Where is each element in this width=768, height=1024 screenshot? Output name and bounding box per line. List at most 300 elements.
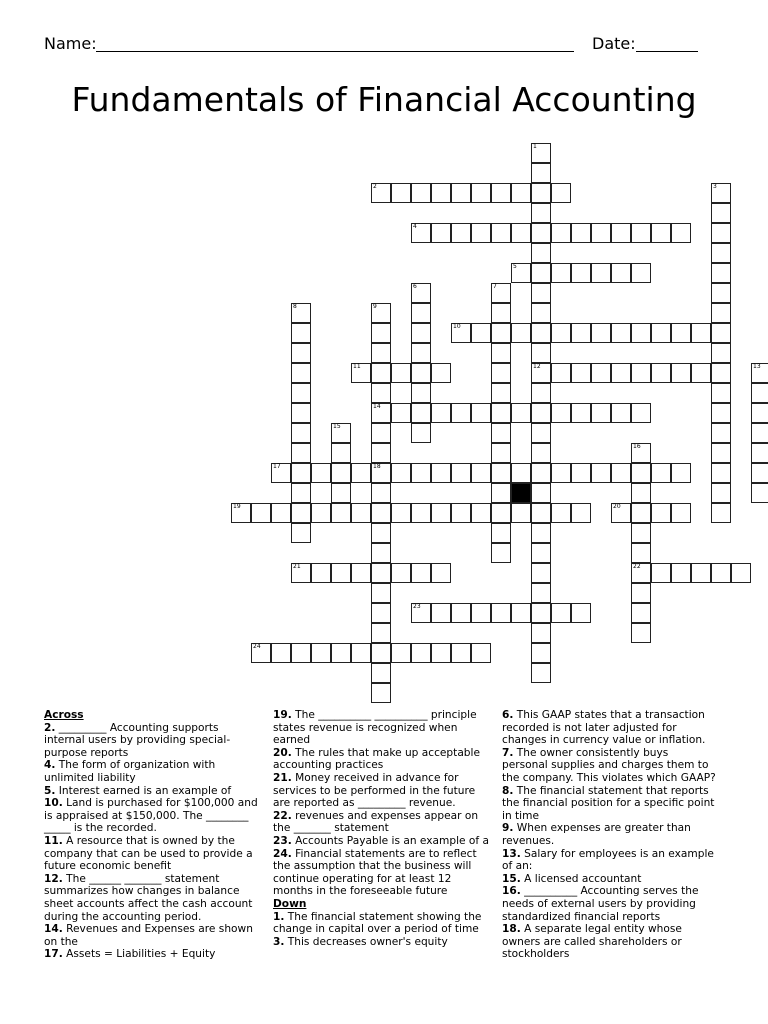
clue-number: 13.	[502, 847, 521, 860]
grid-cell[interactable]	[511, 503, 531, 523]
grid-cell[interactable]	[331, 463, 351, 483]
grid-cell[interactable]	[711, 463, 731, 483]
grid-cell[interactable]	[551, 263, 571, 283]
clue-number: 17	[273, 463, 281, 470]
grid-cell[interactable]	[711, 383, 731, 403]
grid-cell[interactable]	[471, 223, 491, 243]
grid-cell[interactable]	[471, 503, 491, 523]
clue-item	[273, 936, 491, 949]
grid-cell[interactable]	[291, 303, 311, 323]
grid-cell[interactable]	[371, 443, 391, 463]
grid-cell[interactable]	[491, 483, 511, 503]
grid-cell[interactable]	[411, 183, 431, 203]
grid-cell[interactable]	[691, 323, 711, 343]
grid-cell[interactable]	[531, 323, 551, 343]
grid-cell[interactable]	[311, 503, 331, 523]
grid-cell[interactable]	[711, 483, 731, 503]
grid-cell[interactable]	[411, 643, 431, 663]
grid-cell[interactable]	[531, 623, 551, 643]
grid-cell[interactable]	[651, 463, 671, 483]
clue-item	[273, 810, 491, 835]
grid-cell[interactable]	[671, 223, 691, 243]
grid-cell[interactable]	[531, 183, 551, 203]
grid-cell[interactable]	[631, 543, 651, 563]
grid-cell[interactable]	[451, 403, 471, 423]
grid-cell[interactable]	[331, 423, 351, 443]
grid-cell[interactable]	[251, 643, 271, 663]
grid-cell[interactable]	[511, 263, 531, 283]
grid-cell[interactable]	[331, 483, 351, 503]
grid-cell[interactable]	[531, 243, 551, 263]
grid-cell[interactable]	[531, 223, 551, 243]
grid-cell[interactable]	[471, 183, 491, 203]
grid-cell[interactable]	[531, 543, 551, 563]
grid-cell[interactable]	[371, 483, 391, 503]
grid-cell[interactable]	[431, 603, 451, 623]
grid-cell[interactable]	[571, 363, 591, 383]
grid-cell[interactable]	[411, 363, 431, 383]
grid-cell[interactable]	[691, 563, 711, 583]
grid-cell[interactable]	[311, 563, 331, 583]
grid-cell[interactable]	[291, 643, 311, 663]
grid-cell[interactable]	[531, 403, 551, 423]
grid-cell[interactable]	[511, 183, 531, 203]
clue-text: The ______ _______ statement summarizes how changes in balance sheet accounts affect the cash account during the accounting period.	[44, 872, 253, 923]
grid-cell[interactable]	[531, 263, 551, 283]
grid-cell[interactable]	[431, 403, 451, 423]
grid-cell[interactable]	[711, 243, 731, 263]
grid-cell[interactable]	[371, 683, 391, 703]
grid-cell[interactable]	[491, 343, 511, 363]
grid-cell[interactable]	[531, 643, 551, 663]
clue-number: 8.	[502, 784, 514, 797]
grid-cell[interactable]	[731, 563, 751, 583]
grid-cell[interactable]	[551, 463, 571, 483]
grid-cell[interactable]	[711, 183, 731, 203]
clue-number: 3	[713, 183, 717, 190]
grid-cell[interactable]	[291, 503, 311, 523]
clue-item	[44, 948, 258, 961]
grid-cell[interactable]	[511, 463, 531, 483]
grid-cell[interactable]	[571, 263, 591, 283]
grid-cell[interactable]	[571, 503, 591, 523]
grid-cell[interactable]	[491, 303, 511, 323]
grid-cell[interactable]	[611, 323, 631, 343]
grid-cell[interactable]	[271, 503, 291, 523]
clue-text: A licensed accountant	[520, 872, 642, 885]
grid-cell[interactable]	[631, 503, 651, 523]
grid-cell[interactable]	[371, 523, 391, 543]
grid-cell[interactable]	[631, 603, 651, 623]
grid-cell[interactable]	[491, 383, 511, 403]
clue-number: 4.	[44, 759, 56, 772]
grid-cell[interactable]	[711, 303, 731, 323]
grid-cell[interactable]	[491, 543, 511, 563]
grid-cell[interactable]	[411, 503, 431, 523]
clue-item	[502, 785, 716, 823]
grid-cell[interactable]	[291, 563, 311, 583]
grid-cell[interactable]	[591, 223, 611, 243]
grid-cell[interactable]	[691, 363, 711, 383]
grid-cell[interactable]	[371, 583, 391, 603]
clue-number: 2	[373, 183, 377, 190]
grid-cell[interactable]	[291, 403, 311, 423]
grid-cell[interactable]	[411, 323, 431, 343]
grid-cell[interactable]	[651, 563, 671, 583]
grid-cell[interactable]	[411, 423, 431, 443]
grid-cell[interactable]	[411, 283, 431, 303]
grid-cell[interactable]	[551, 183, 571, 203]
grid-cell[interactable]	[551, 503, 571, 523]
grid-cell[interactable]	[751, 403, 768, 423]
grid-cell[interactable]	[491, 403, 511, 423]
grid-cell[interactable]	[451, 183, 471, 203]
clue-number: 9	[373, 303, 377, 310]
grid-cell[interactable]	[551, 603, 571, 623]
grid-cell[interactable]	[531, 343, 551, 363]
grid-cell[interactable]	[491, 423, 511, 443]
grid-cell[interactable]	[671, 563, 691, 583]
clue-number: 11	[353, 363, 361, 370]
clue-text: __________ Accounting serves the needs of external users by providing standardized financial reports	[502, 885, 699, 923]
name-label: Name:	[44, 34, 97, 53]
grid-cell[interactable]	[291, 423, 311, 443]
grid-cell[interactable]	[671, 323, 691, 343]
grid-cell[interactable]	[291, 363, 311, 383]
clue-number: 12	[533, 363, 541, 370]
grid-cell[interactable]	[711, 323, 731, 343]
grid-cell[interactable]	[431, 183, 451, 203]
grid-cell[interactable]	[531, 143, 551, 163]
grid-cell[interactable]	[531, 423, 551, 443]
grid-cell[interactable]	[391, 363, 411, 383]
clue-text: Assets = Liabilities + Equity	[62, 948, 216, 961]
grid-cell[interactable]	[531, 163, 551, 183]
clue-number: 21.	[273, 771, 292, 784]
clue-number: 22	[633, 563, 641, 570]
grid-cell[interactable]	[331, 563, 351, 583]
grid-cell[interactable]	[371, 343, 391, 363]
grid-cell[interactable]	[491, 603, 511, 623]
clue-text: Salary for employees is an example of an:	[502, 847, 714, 873]
grid-cell[interactable]	[291, 463, 311, 483]
grid-cell[interactable]	[531, 563, 551, 583]
grid-cell[interactable]	[491, 523, 511, 543]
grid-cell[interactable]	[431, 463, 451, 483]
clue-item	[44, 923, 258, 948]
grid-cell[interactable]	[611, 363, 631, 383]
grid-cell[interactable]	[531, 583, 551, 603]
grid-cell[interactable]	[751, 483, 768, 503]
grid-cell[interactable]	[491, 283, 511, 303]
grid-cell[interactable]	[331, 643, 351, 663]
grid-cell[interactable]	[491, 183, 511, 203]
clue-number: 23	[413, 603, 421, 610]
grid-cell[interactable]	[451, 223, 471, 243]
grid-cell[interactable]	[611, 463, 631, 483]
grid-cell[interactable]	[391, 463, 411, 483]
clue-text: When expenses are greater than revenues.	[502, 822, 691, 847]
clue-number: 5.	[44, 784, 56, 797]
grid-cell[interactable]	[611, 263, 631, 283]
grid-cell[interactable]	[551, 363, 571, 383]
grid-cell[interactable]	[611, 223, 631, 243]
grid-cell[interactable]	[651, 363, 671, 383]
grid-cell[interactable]	[531, 383, 551, 403]
grid-cell[interactable]	[591, 263, 611, 283]
clue-number: 9.	[502, 822, 514, 835]
grid-cell[interactable]	[711, 283, 731, 303]
date-label: Date:	[592, 34, 636, 53]
grid-cell[interactable]	[631, 563, 651, 583]
grid-cell[interactable]	[531, 363, 551, 383]
grid-cell[interactable]	[411, 563, 431, 583]
grid-cell[interactable]	[651, 503, 671, 523]
grid-cell[interactable]	[671, 503, 691, 523]
grid-cell[interactable]	[571, 323, 591, 343]
grid-cell[interactable]	[451, 603, 471, 623]
grid-cell[interactable]	[271, 643, 291, 663]
grid-cell[interactable]	[631, 263, 651, 283]
grid-cell[interactable]	[571, 403, 591, 423]
clue-item	[273, 772, 491, 810]
grid-cell[interactable]	[371, 363, 391, 383]
grid-cell[interactable]	[751, 443, 768, 463]
grid-cell[interactable]	[471, 643, 491, 663]
grid-cell[interactable]	[331, 503, 351, 523]
grid-cell[interactable]	[251, 503, 271, 523]
grid-cell[interactable]	[351, 463, 371, 483]
grid-cell[interactable]	[291, 323, 311, 343]
grid-cell[interactable]	[711, 423, 731, 443]
grid-cell[interactable]	[451, 323, 471, 343]
clue-number: 22.	[273, 809, 292, 822]
clue-number: 4	[413, 223, 417, 230]
grid-cell[interactable]	[551, 223, 571, 243]
clue-text: The form of organization with unlimited liability	[44, 759, 216, 784]
grid-cell[interactable]	[371, 323, 391, 343]
grid-cell[interactable]	[651, 323, 671, 343]
grid-cell[interactable]	[751, 383, 768, 403]
grid-cell[interactable]	[351, 363, 371, 383]
across-heading: Across	[44, 709, 84, 721]
grid-cell[interactable]	[531, 203, 551, 223]
grid-cell[interactable]	[451, 463, 471, 483]
grid-cell[interactable]	[411, 223, 431, 243]
grid-cell[interactable]	[711, 563, 731, 583]
grid-cell[interactable]	[231, 503, 251, 523]
grid-cell[interactable]	[751, 363, 768, 383]
clue-number: 6.	[502, 709, 514, 721]
grid-cell[interactable]	[371, 303, 391, 323]
clue-number: 2.	[44, 721, 56, 734]
grid-cell[interactable]	[471, 403, 491, 423]
grid-cell[interactable]	[371, 503, 391, 523]
grid-cell[interactable]	[631, 463, 651, 483]
grid-cell[interactable]	[451, 503, 471, 523]
grid-cell[interactable]	[531, 303, 551, 323]
grid-cell[interactable]	[651, 223, 671, 243]
grid-cell[interactable]	[491, 223, 511, 243]
grid-cell[interactable]	[431, 363, 451, 383]
grid-cell[interactable]	[591, 363, 611, 383]
grid-cell[interactable]	[591, 323, 611, 343]
grid-cell[interactable]	[291, 483, 311, 503]
grid-cell[interactable]	[631, 403, 651, 423]
grid-cell[interactable]	[291, 443, 311, 463]
grid-cell[interactable]	[711, 223, 731, 243]
grid-cell[interactable]	[711, 363, 731, 383]
grid-cell[interactable]	[391, 563, 411, 583]
grid-cell[interactable]	[311, 463, 331, 483]
grid-cell[interactable]	[531, 283, 551, 303]
grid-cell[interactable]	[511, 403, 531, 423]
page-title: Fundamentals of Financial Accounting	[71, 80, 697, 119]
grid-cell[interactable]	[571, 463, 591, 483]
grid-cell[interactable]	[671, 463, 691, 483]
grid-cell[interactable]	[531, 483, 551, 503]
grid-cell[interactable]	[411, 383, 431, 403]
clue-item	[44, 835, 258, 873]
grid-cell[interactable]	[351, 563, 371, 583]
grid-cell[interactable]	[511, 603, 531, 623]
grid-cell[interactable]	[631, 583, 651, 603]
grid-cell[interactable]	[671, 363, 691, 383]
clue-number: 14.	[44, 923, 63, 936]
grid-cell[interactable]	[531, 663, 551, 683]
grid-cell[interactable]	[551, 403, 571, 423]
grid-cell[interactable]	[391, 403, 411, 423]
clue-item	[273, 848, 491, 898]
grid-cell[interactable]	[371, 603, 391, 623]
grid-cell[interactable]	[491, 463, 511, 483]
grid-cell[interactable]	[391, 503, 411, 523]
grid-cell[interactable]	[611, 503, 631, 523]
grid-cell[interactable]	[431, 223, 451, 243]
clue-number: 11.	[44, 834, 63, 847]
clue-text: The rules that make up acceptable accounting practices	[273, 746, 480, 772]
clue-item	[273, 747, 491, 772]
grid-cell[interactable]	[491, 363, 511, 383]
grid-cell[interactable]	[351, 643, 371, 663]
grid-cell[interactable]	[711, 403, 731, 423]
clue-text: Accounts Payable is an example of a	[291, 834, 489, 847]
grid-cell[interactable]	[751, 463, 768, 483]
black-cell	[511, 483, 531, 503]
grid-cell[interactable]	[531, 603, 551, 623]
grid-cell[interactable]	[271, 463, 291, 483]
clue-item	[273, 835, 491, 848]
grid-cell[interactable]	[411, 403, 431, 423]
grid-cell[interactable]	[391, 183, 411, 203]
clue-text: Land is purchased for $100,000 and is appraised at $150,000. The ________ _____ is the recorded.	[44, 797, 258, 835]
grid-cell[interactable]	[631, 363, 651, 383]
grid-cell[interactable]	[371, 423, 391, 443]
grid-cell[interactable]	[631, 623, 651, 643]
grid-cell[interactable]	[631, 323, 651, 343]
clue-number: 19	[233, 503, 241, 510]
clue-text: The __________ __________ principle states revenue is recognized when earned	[273, 709, 477, 747]
grid-cell[interactable]	[591, 403, 611, 423]
grid-cell[interactable]	[631, 523, 651, 543]
grid-cell[interactable]	[491, 443, 511, 463]
clue-text: The financial statement showing the change in capital over a period of time	[273, 910, 482, 936]
grid-cell[interactable]	[531, 463, 551, 483]
grid-cell[interactable]	[631, 483, 651, 503]
grid-cell[interactable]	[531, 443, 551, 463]
grid-cell[interactable]	[371, 643, 391, 663]
grid-cell[interactable]	[371, 463, 391, 483]
grid-cell[interactable]	[371, 663, 391, 683]
grid-cell[interactable]	[411, 463, 431, 483]
grid-cell[interactable]	[371, 183, 391, 203]
grid-cell[interactable]	[751, 423, 768, 443]
grid-cell[interactable]	[511, 223, 531, 243]
grid-cell[interactable]	[411, 603, 431, 623]
grid-cell[interactable]	[371, 623, 391, 643]
grid-cell[interactable]	[471, 463, 491, 483]
clue-item	[44, 722, 258, 760]
grid-cell[interactable]	[551, 323, 571, 343]
grid-cell[interactable]	[371, 383, 391, 403]
grid-cell[interactable]	[591, 463, 611, 483]
grid-cell[interactable]	[431, 643, 451, 663]
grid-cell[interactable]	[491, 503, 511, 523]
grid-cell[interactable]	[371, 543, 391, 563]
grid-cell[interactable]	[531, 503, 551, 523]
grid-cell[interactable]	[631, 223, 651, 243]
clue-number: 20.	[273, 746, 292, 759]
grid-cell[interactable]	[711, 443, 731, 463]
grid-cell[interactable]	[711, 203, 731, 223]
grid-cell[interactable]	[571, 603, 591, 623]
grid-cell[interactable]	[571, 223, 591, 243]
clue-number: 16	[633, 443, 641, 450]
grid-cell[interactable]	[331, 443, 351, 463]
grid-cell[interactable]	[411, 303, 431, 323]
grid-cell[interactable]	[291, 523, 311, 543]
grid-cell[interactable]	[511, 323, 531, 343]
clue-number: 16.	[502, 885, 521, 898]
grid-cell[interactable]	[711, 263, 731, 283]
grid-cell[interactable]	[431, 503, 451, 523]
grid-cell[interactable]	[291, 383, 311, 403]
clue-number: 20	[613, 503, 621, 510]
grid-cell[interactable]	[471, 603, 491, 623]
grid-cell[interactable]	[611, 403, 631, 423]
grid-cell[interactable]	[351, 503, 371, 523]
grid-cell[interactable]	[411, 343, 431, 363]
grid-cell[interactable]	[291, 343, 311, 363]
grid-cell[interactable]	[471, 323, 491, 343]
clue-number: 17.	[44, 948, 63, 961]
clue-item	[502, 709, 716, 747]
grid-cell[interactable]	[431, 563, 451, 583]
down-heading: Down	[273, 897, 307, 910]
grid-cell[interactable]	[371, 403, 391, 423]
grid-cell[interactable]	[491, 323, 511, 343]
grid-cell[interactable]	[711, 343, 731, 363]
grid-cell[interactable]	[371, 563, 391, 583]
grid-cell[interactable]	[711, 503, 731, 523]
clue-item	[502, 873, 716, 886]
clue-text: This GAAP states that a transaction recorded is not later adjusted for changes in currency value or inflation.	[502, 709, 706, 747]
grid-cell[interactable]	[451, 643, 471, 663]
grid-cell[interactable]	[311, 643, 331, 663]
grid-cell[interactable]	[391, 643, 411, 663]
grid-cell[interactable]	[531, 523, 551, 543]
grid-cell[interactable]	[631, 443, 651, 463]
